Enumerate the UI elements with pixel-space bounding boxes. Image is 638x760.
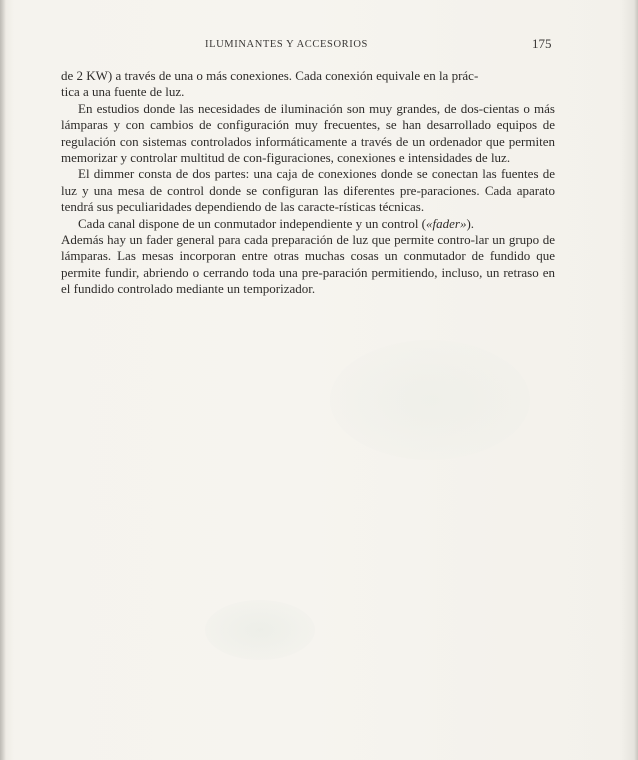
paragraph-line: de 2 KW) a través de una o más conexiones. Cada conexión equivale en la prác-: [61, 68, 479, 83]
running-head: ILUMINANTES Y ACCESORIOS: [205, 39, 368, 50]
paragraph: En estudios donde las necesidades de iluminación son muy grandes, de dos-cientas o más lámparas y con cambios de configuración muy frecuentes, se han desarrollado equipos de regulación con sistemas controlados informáticamente a través de un ordenador que permiten memorizar y controlar multitud de con-figuraciones, conexiones e intensidades de luz.: [61, 100, 555, 166]
paragraph-continuation: [61, 68, 555, 101]
paragraph: El dimmer consta de dos partes: una caja de conexiones donde se conectan las fuentes de luz y una mesa de control donde se configuran las diferentes pre-paraciones. Cada aparato tendrá sus peculiaridades dependiendo de las caracte-rísticas técnicas.: [61, 166, 555, 215]
page-edge-shadow: [634, 0, 638, 760]
paragraph-text: ).: [466, 215, 475, 231]
scan-smudge: [205, 600, 315, 660]
body-text: [61, 68, 555, 298]
page-number: 175: [532, 36, 552, 51]
paragraph: [61, 216, 555, 232]
page-gutter-shadow: [0, 0, 6, 760]
fader-term: «fader»: [426, 215, 467, 231]
paragraph-line: tica a una fuente de luz.: [61, 84, 185, 100]
paragraph-text: Cada canal dispone de un conmutador independiente y un control (: [78, 215, 427, 231]
scan-smudge: [330, 340, 530, 460]
paragraph: Además hay un fader general para cada preparación de luz que permite contro-lar un grupo de lámparas. Las mesas incorporan entre otras muchas cosas un conmutador de fundido que permite fundir, abriendo o cerrando toda una pre-paración permitiendo, incluso, un retraso en el fundido controlado mediante un temporizador.: [61, 232, 555, 297]
